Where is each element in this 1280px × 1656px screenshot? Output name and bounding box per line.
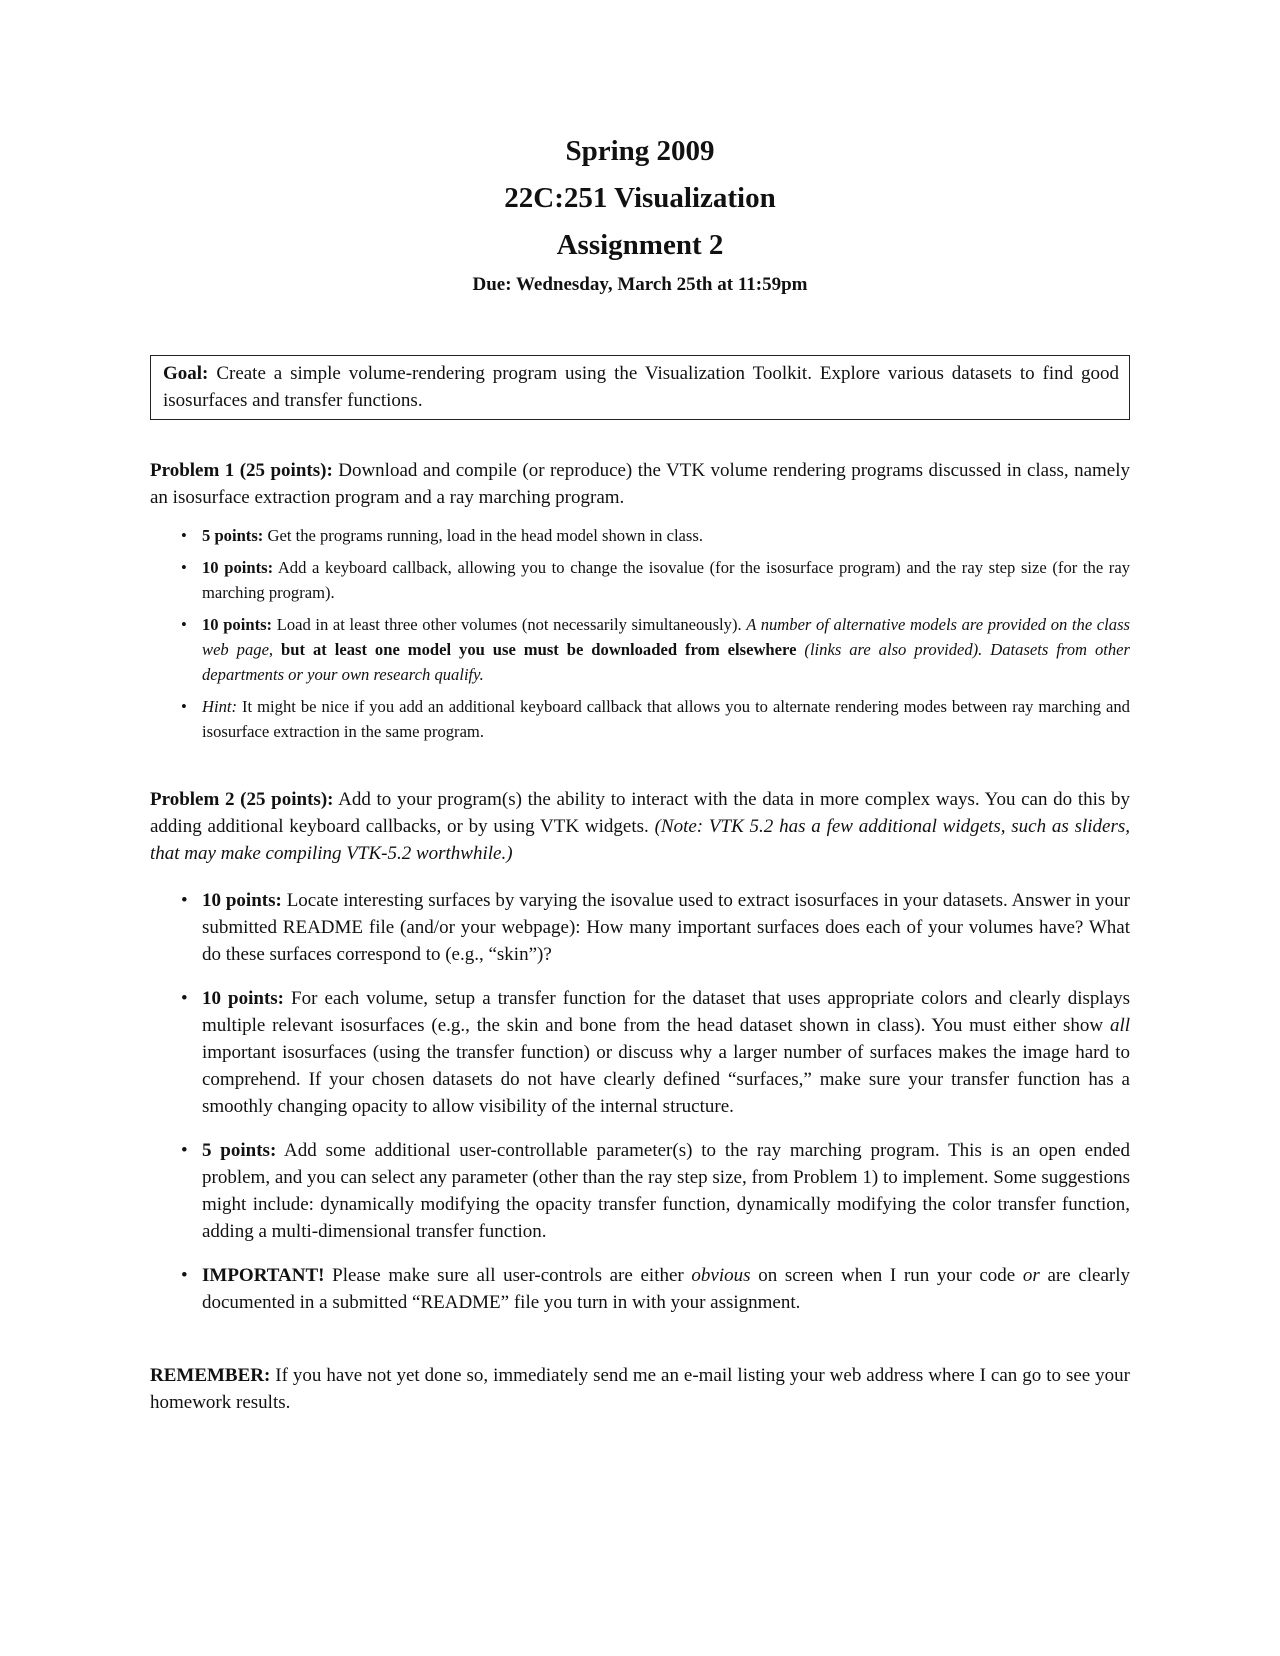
item-italic-text-2: (links are also provided). Datasets from other departments or your own research qualify.: [202, 640, 1130, 684]
item-text-3: are clearly documented in a submitted “README” file you turn in with your assignment.: [202, 1265, 1131, 1313]
goal-text: Create a simple volume-rendering program using the Visualization Toolkit. Explore various datasets to find good isosurfaces and transfer functions.: [163, 363, 1120, 411]
bullet-icon: •: [181, 1265, 188, 1286]
list-item: [150, 612, 1130, 687]
term-title: Spring 2009: [565, 135, 715, 167]
title-block: [150, 128, 1130, 299]
course-title: 22C:251 Visualization: [504, 182, 776, 214]
list-item: [150, 555, 1130, 605]
problem-2-intro: [150, 786, 1130, 867]
item-italic-text: A number of alternative models are provided on the class web page,: [202, 615, 1130, 659]
problem-2-intro-text: Add to your program(s) the ability to interact with the data in more complex ways. You can do this by adding additional keyboard callbacks, or by using VTK widgets.: [150, 789, 1131, 837]
item-text: For each volume, setup a transfer function for the dataset that uses appropriate colors and clearly displays multiple relevant isosurfaces (e.g., the skin and bone from the head dataset shown in class). You must either show: [202, 988, 1130, 1036]
bullet-icon: •: [181, 890, 188, 911]
hint-label: Hint:: [202, 697, 238, 716]
list-item: [150, 985, 1130, 1120]
item-italic-text: all: [1109, 1015, 1130, 1036]
item-label: 10 points:: [202, 615, 273, 634]
list-item: [150, 1137, 1130, 1245]
list-item: [150, 887, 1130, 968]
problem-1: [150, 457, 1130, 744]
item-label: 10 points:: [202, 988, 284, 1009]
remember-label: REMEMBER:: [150, 1365, 271, 1386]
problem-1-list: [150, 523, 1130, 744]
item-text: Load in at least three other volumes (not necessarily simultaneously).: [276, 615, 742, 634]
remember-text: If you have not yet done so, immediately send me an e-mail listing your web address where I can go to see your homework results.: [150, 1365, 1130, 1413]
bullet-icon: •: [181, 1140, 188, 1161]
bullet-icon: •: [181, 526, 187, 545]
item-text-2: important isosurfaces (using the transfer function) or discuss why a larger number of surfaces makes the image hard to comprehend. If your chosen datasets do not have clearly defined “surfaces,” make sure your transfer function has a smoothly changing opacity to allow visibility of the internal structure.: [202, 1042, 1130, 1117]
list-item: [150, 1262, 1130, 1316]
bullet-icon: •: [181, 697, 187, 716]
item-italic-text: obvious: [691, 1265, 751, 1286]
item-label: 5 points:: [202, 526, 264, 545]
item-text: Add a keyboard callback, allowing you to change the isovalue (for the isosurface program) and the ray step size (for the ray marching program).: [202, 558, 1130, 602]
bullet-icon: •: [181, 558, 187, 577]
item-label: 10 points:: [202, 558, 274, 577]
item-label: 5 points:: [202, 1140, 277, 1161]
list-item: [150, 523, 1130, 548]
problem-2: [150, 786, 1130, 1316]
problem-1-heading: Problem 1 (25 points):: [150, 460, 333, 481]
item-text-2: on screen when I run your code: [758, 1265, 1016, 1286]
list-item: [150, 694, 1130, 744]
bullet-icon: •: [181, 988, 188, 1009]
item-text: Please make sure all user-controls are either: [332, 1265, 684, 1286]
bullet-icon: •: [181, 615, 187, 634]
item-label: 10 points:: [202, 890, 282, 911]
problem-2-note: (Note: VTK 5.2 has a few additional widgets, such as sliders, that may make compiling VTK-5.2 worthwhile.): [150, 816, 1131, 864]
goal-label: Goal:: [163, 363, 209, 384]
item-text: Add some additional user-controllable parameter(s) to the ray marching program. This is an open ended problem, and you can select any parameter (other than the ray step size, from Problem 1) to implement. Some suggestions might include: dynamically modifying the opacity transfer function, dynamically modifying the color transfer function, adding a multi-dimensional transfer function.: [202, 1140, 1130, 1242]
problem-2-heading: Problem 2 (25 points):: [150, 789, 334, 810]
item-text: Get the programs running, load in the head model shown in class.: [267, 526, 703, 545]
item-text: Locate interesting surfaces by varying the isovalue used to extract isosurfaces in your datasets. Answer in your submitted README file (and/or your webpage): How many important surfaces does each of your volumes have? What do these surfaces correspond to (e.g., “skin”)?: [202, 890, 1130, 965]
problem-1-intro-text: Download and compile (or reproduce) the VTK volume rendering programs discussed in class, namely an isosurface extraction program and a ray marching program.: [150, 460, 1131, 508]
item-text: It might be nice if you add an additional keyboard callback that allows you to alternate rendering modes between ray marching and isosurface extraction in the same program.: [202, 697, 1130, 741]
assignment-title: Assignment 2: [556, 229, 724, 261]
due-date: Due: Wednesday, March 25th at 11:59pm: [472, 274, 808, 295]
document-page: [150, 128, 1130, 1416]
remember-note: [150, 1362, 1130, 1416]
item-bold-text: but at least one model you use must be downloaded from elsewhere: [281, 640, 797, 659]
important-label: IMPORTANT!: [202, 1265, 325, 1286]
item-italic-text-2: or: [1022, 1265, 1040, 1286]
problem-2-list: [150, 887, 1130, 1316]
goal-box: [150, 355, 1130, 420]
problem-1-intro: [150, 457, 1130, 511]
